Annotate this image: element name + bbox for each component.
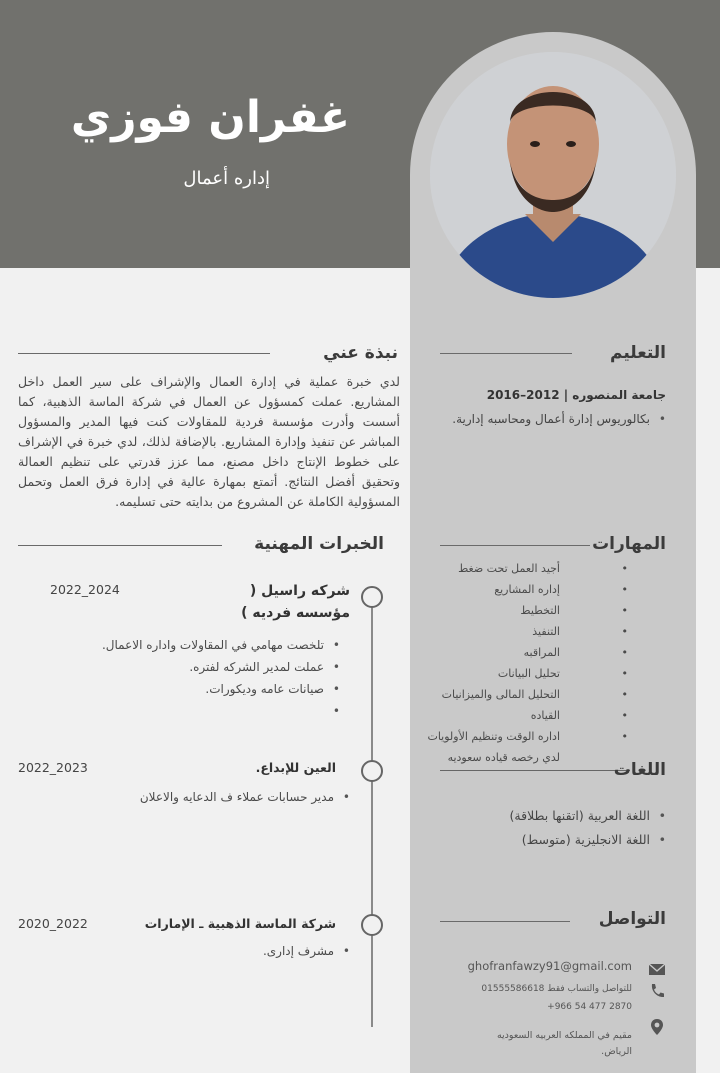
language-item: • اللغة العربية (اتقنها بطلاقة)	[440, 808, 666, 832]
language-item: • اللغة الانجليزية (متوسط)	[440, 832, 666, 856]
skills-rule	[440, 545, 590, 546]
education-item: • بكالوريوس إدارة أعمال ومحاسبه إدارية.	[420, 412, 666, 426]
skill-item: • المراقبه	[523, 646, 628, 659]
person-portrait-icon	[430, 52, 676, 298]
candidate-name: غفران فوزي	[70, 92, 350, 143]
job-duties-2	[40, 790, 350, 812]
skill-item: • التحليل المالى والميزانيات	[441, 688, 628, 701]
job-date-3: 2020_2022	[18, 916, 88, 931]
education-title: التعليم	[610, 343, 666, 363]
job-title-3: شركة الماسة الذهبية ـ الإمارات	[144, 916, 336, 931]
skill-item: • التنفيذ	[532, 625, 628, 638]
job-duty: • تلخصت مهامي في المقاولات واداره الاعمال.	[40, 638, 340, 660]
experience-rule	[18, 545, 222, 546]
timeline-marker	[361, 914, 383, 936]
languages-title: اللغات	[613, 760, 666, 780]
contact-rule	[440, 921, 570, 922]
skill-item: • القياده	[530, 709, 628, 722]
contact-phone-intl: +966 54 477 2870	[547, 1002, 632, 1012]
timeline-line	[371, 595, 373, 1027]
languages-list	[440, 808, 666, 856]
skill-item: • التخطيط	[520, 604, 628, 617]
skill-item: • تحليل البيانات	[497, 667, 628, 680]
job-duty: • صيانات عامه وديكورات.	[40, 682, 340, 704]
skill-item: لدي رخصه قياده سعوديه	[440, 751, 630, 771]
contact-phone-row	[440, 982, 670, 1016]
job-duties-3	[60, 944, 350, 966]
about-text: لدي خبرة عملية في إدارة العمال والإشراف على سير العمل داخل المشاريع. عملت كمسؤول عن العمال في شركة الماسة الذهبية، كما أسست وأدرت مؤسسة فردية للمقاولات كنت فيها المدير والمسؤول المباشر عن تنفيذ وإدارة المشاريع. بالإضافة لذلك، لدي خبرة في الإشراف على خطوط الإنتاج داخل مصنع، مما عزز قدرتي على تنظيم العمالة وتحقيق أفضل النتائج. أتمتع بمهارة عالية في إدارة فرق العمل وتحمل المسؤولية الكاملة عن المشروع من بدايته حتى تسليمه.	[18, 374, 400, 509]
job-date-2: 2022_2023	[18, 760, 88, 775]
skill-item: • أجيد العمل تحت ضغط	[458, 562, 628, 575]
job-title: إداره أعمال	[183, 168, 270, 189]
contact-title: التواصل	[598, 909, 666, 929]
phone-icon	[648, 982, 666, 1000]
job-duty: • مشرف إدارى.	[60, 944, 350, 966]
contact-phone-note: للتواصل والتساب فقط 01555586618	[481, 984, 632, 994]
about-title: نبذة عني	[323, 343, 398, 363]
contact-email-row	[440, 958, 670, 978]
job-date-1: 2022_2024	[50, 582, 120, 597]
education-rule	[440, 353, 572, 354]
timeline-marker	[361, 760, 383, 782]
profile-photo	[430, 52, 676, 298]
skill-item: • اداره الوقت وتنظيم الأولويات	[427, 730, 628, 743]
contact-address-row	[440, 1018, 670, 1058]
contact-email[interactable]: ghofranfawzy91@gmail.com	[467, 959, 632, 973]
job-title-2: العين للإبداع.	[255, 760, 336, 775]
timeline-marker	[361, 586, 383, 608]
contact-address-line1: مقيم في المملكه العربيه السعوديه	[496, 1030, 632, 1041]
job-duties-1	[40, 638, 340, 726]
about-rule	[18, 353, 270, 354]
skills-title: المهارات	[592, 534, 666, 554]
education-institution: جامعة المنصوره | 2012–2016	[486, 388, 666, 402]
location-pin-icon	[648, 1018, 666, 1036]
job-title-1: شركه راسيل ( مؤسسه فرديه )	[241, 583, 350, 621]
education-list	[420, 412, 666, 426]
job-duty	[40, 704, 340, 726]
job-duty: • مدير حسابات عملاء ف الدعايه والاعلان	[40, 790, 350, 812]
contact-address-line2: الرياض.	[601, 1046, 632, 1057]
envelope-icon	[648, 960, 666, 978]
job-duty: • عملت لمدير الشركه لفتره.	[40, 660, 340, 682]
skill-item: • إداره المشاريع	[494, 583, 628, 596]
skills-list	[427, 562, 630, 771]
experience-title: الخبرات المهنية	[254, 534, 384, 554]
